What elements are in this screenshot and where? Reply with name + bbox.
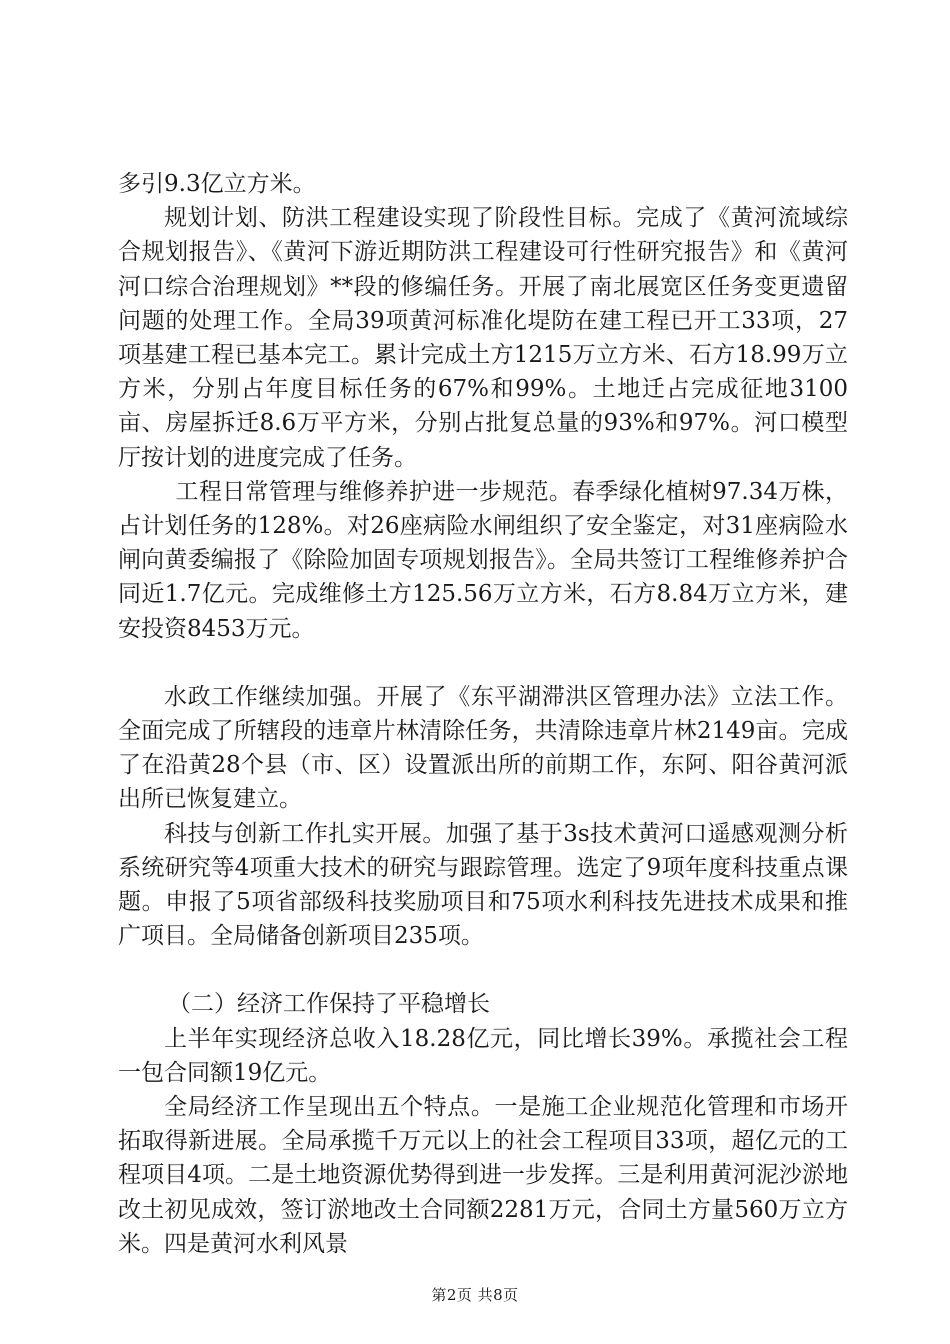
section-heading-economy: （二）经济工作保持了平稳增长 (168, 991, 490, 1018)
paragraph-planning: 规划计划、防洪工程建设实现了阶段性目标。完成了《黄河流域综合规划报告》、《黄河下游近期防洪工程建设可行性研究报告》和《黄河河口综合治理规划》**段的修编任务。开展了南北展宽区任务变更遗留问题的处理工作。全局39项黄河标准化堤防在建工程已开工33项，27项基建工程已基本完工。累计完成土方1215万立方米、石方18.99万立方米，分别占年度目标任务的67%和99%。土地迁占完成征地3100亩、房屋拆迁8.6万平方米，分别占批复总量的93%和97%。河口模型厅按计划的进度完成了任务。 (118, 205, 848, 471)
paragraph-science: 科技与创新工作扎实开展。加强了基于3s技术黄河口遥感观测分析系统研究等4项重大技术的研究与跟踪管理。选定了9项年度科技重点课题。申报了5项省部级科技奖励项目和75项水利科技先进技术成果和推广项目。全局储备创新项目235项。 (118, 820, 848, 950)
paragraph-income: 上半年实现经济总收入18.28亿元，同比增长39%。承揽社会工程一包合同额19亿元。 (118, 1025, 848, 1086)
paragraph-maintenance: 工程日常管理与维修养护进一步规范。春季绿化植树97.34万株，占计划任务的128%。对26座病险水闸组织了安全鉴定，对31座病险水闸向黄委编报了《除险加固专项规划报告》。全局共签订工程维修养护合同近1.7亿元。完成维修土方125.56万立方米，石方8.84万立方米，建安投资8453万元。 (118, 478, 848, 642)
paragraph-features: 全局经济工作呈现出五个特点。一是施工企业规范化管理和市场开拓取得新进展。全局承揽千万元以上的社会工程项目33项，超亿元的工程项目4项。二是土地资源优势得到进一步发挥。三是利用黄河泥沙淤地改土初见成效，签订淤地改土合同额2281万元，合同土方量560万立方米。四是黄河水利风景 (118, 1094, 848, 1257)
paragraph-water-admin: 水政工作继续加强。开展了《东平湖滞洪区管理办法》立法工作。全面完成了所辖段的违章片林清除任务，共清除违章片林2149亩。完成了在沿黄28个县（市、区）设置派出所的前期工作，东阿、阳谷黄河派出所已恢复建立。 (118, 683, 848, 813)
page-number: 第2页 共8页 (431, 1286, 519, 1304)
document-body (118, 167, 848, 1261)
paragraph-continuation: 多引9.3亿立方米。 (118, 171, 316, 197)
